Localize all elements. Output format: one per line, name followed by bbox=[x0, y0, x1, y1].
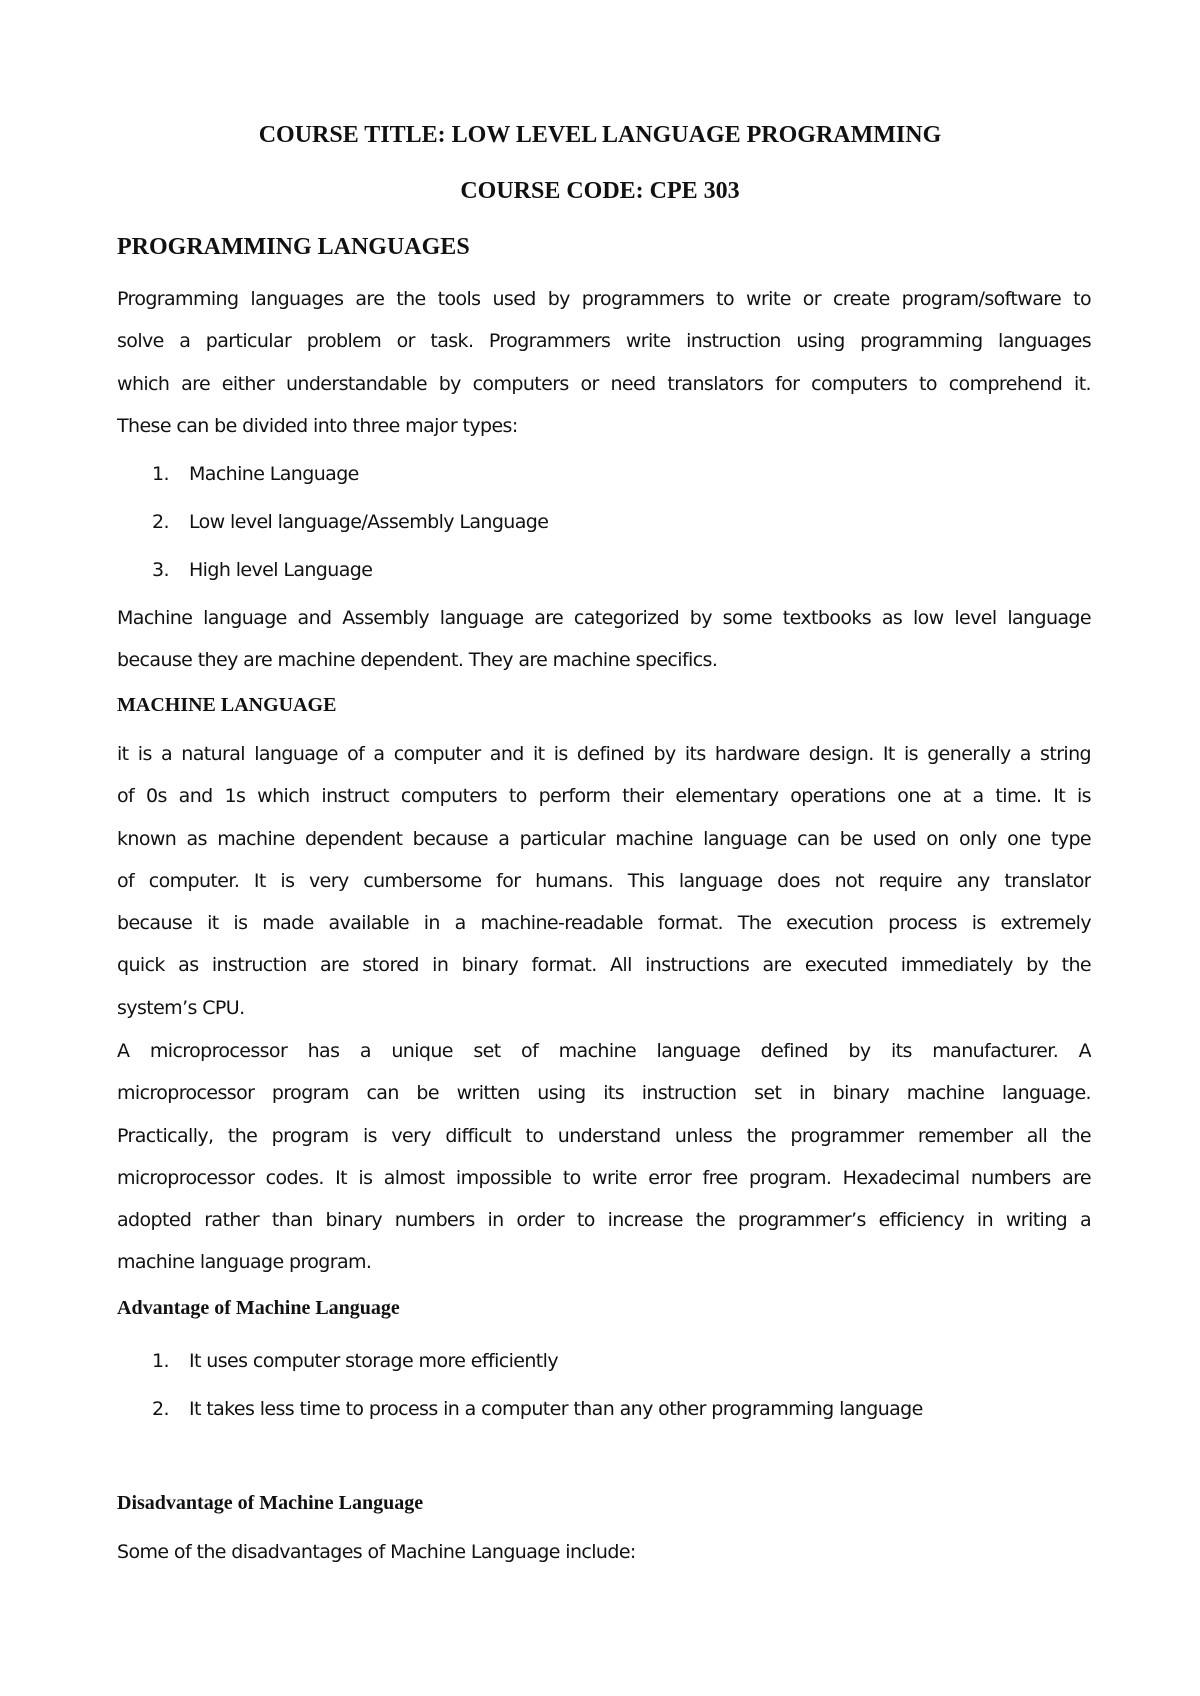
paragraph-line: because it is made available in a machine-readable format. The execution process is extremely bbox=[117, 912, 1091, 935]
list-text: Low level language/Assembly Language bbox=[189, 511, 549, 533]
course-title: COURSE TITLE: LOW LEVEL LANGUAGE PROGRAMMING bbox=[258, 122, 942, 148]
disadvantage-intro bbox=[117, 1531, 1091, 1573]
disadvantage-heading: Disadvantage of Machine Language bbox=[117, 1492, 424, 1514]
paragraph-line: microprocessor program can be written using its instruction set in binary machine language. bbox=[117, 1082, 1091, 1105]
list-number: 2. bbox=[152, 511, 169, 533]
paragraph-line: of 0s and 1s which instruct computers to perform their elementary operations one at a time. It is bbox=[117, 785, 1091, 808]
paragraph-line: adopted rather than binary numbers in order to increase the programmer’s efficiency in writing a bbox=[117, 1209, 1091, 1232]
paragraph-line: Some of the disadvantages of Machine Language include: bbox=[117, 1541, 636, 1563]
paragraph-line: machine language program. bbox=[117, 1251, 372, 1274]
paragraph-line: of computer. It is very cumbersome for humans. This language does not require any translator bbox=[117, 869, 1091, 892]
paragraph-line: These can be divided into three major types: bbox=[117, 414, 518, 437]
advantage-heading: Advantage of Machine Language bbox=[117, 1297, 400, 1319]
list-number: 1. bbox=[152, 463, 169, 485]
list-number: 1. bbox=[152, 1350, 169, 1372]
section-heading: PROGRAMMING LANGUAGES bbox=[117, 234, 470, 260]
list-number: 3. bbox=[152, 559, 169, 581]
list-text: It uses computer storage more efficiently bbox=[189, 1350, 558, 1372]
paragraph-line: Machine language and Assembly language are categorized by some textbooks as low level language bbox=[117, 607, 1091, 629]
paragraph-line: because they are machine dependent. They are machine specifics. bbox=[117, 649, 718, 672]
paragraph-line: solve a particular problem or task. Programmers write instruction using programming languages bbox=[117, 330, 1091, 353]
paragraph-line: microprocessor codes. It is almost impossible to write error free program. Hexadecimal numbers are bbox=[117, 1166, 1091, 1189]
category-paragraph bbox=[117, 597, 1091, 682]
list-number: 2. bbox=[152, 1398, 169, 1420]
paragraph-line: Programming languages are the tools used by programmers to write or create program/software to bbox=[117, 288, 1091, 310]
paragraph-line: it is a natural language of a computer and it is defined by its hardware design. It is generally a string bbox=[117, 743, 1091, 765]
paragraph-line: A microprocessor has a unique set of machine language defined by its manufacturer. A bbox=[117, 1040, 1091, 1062]
machine-language-heading: MACHINE LANGUAGE bbox=[117, 694, 337, 716]
list-text: High level Language bbox=[189, 559, 373, 581]
list-text: It takes less time to process in a computer than any other programming language bbox=[189, 1398, 923, 1420]
intro-paragraph bbox=[117, 278, 1091, 447]
microprocessor-paragraph bbox=[117, 1030, 1091, 1284]
paragraph-line: which are either understandable by computers or need translators for computers to comprehend it. bbox=[117, 372, 1091, 395]
paragraph-line: system’s CPU. bbox=[117, 996, 245, 1019]
course-code: COURSE CODE: CPE 303 bbox=[460, 178, 740, 204]
machine-language-paragraph bbox=[117, 733, 1091, 1029]
paragraph-line: quick as instruction are stored in binary format. All instructions are executed immediately by the bbox=[117, 954, 1091, 977]
paragraph-line: Practically, the program is very difficult to understand unless the programmer remember all the bbox=[117, 1124, 1091, 1147]
paragraph-line: known as machine dependent because a particular machine language can be used on only one type bbox=[117, 827, 1091, 850]
list-text: Machine Language bbox=[189, 463, 359, 485]
